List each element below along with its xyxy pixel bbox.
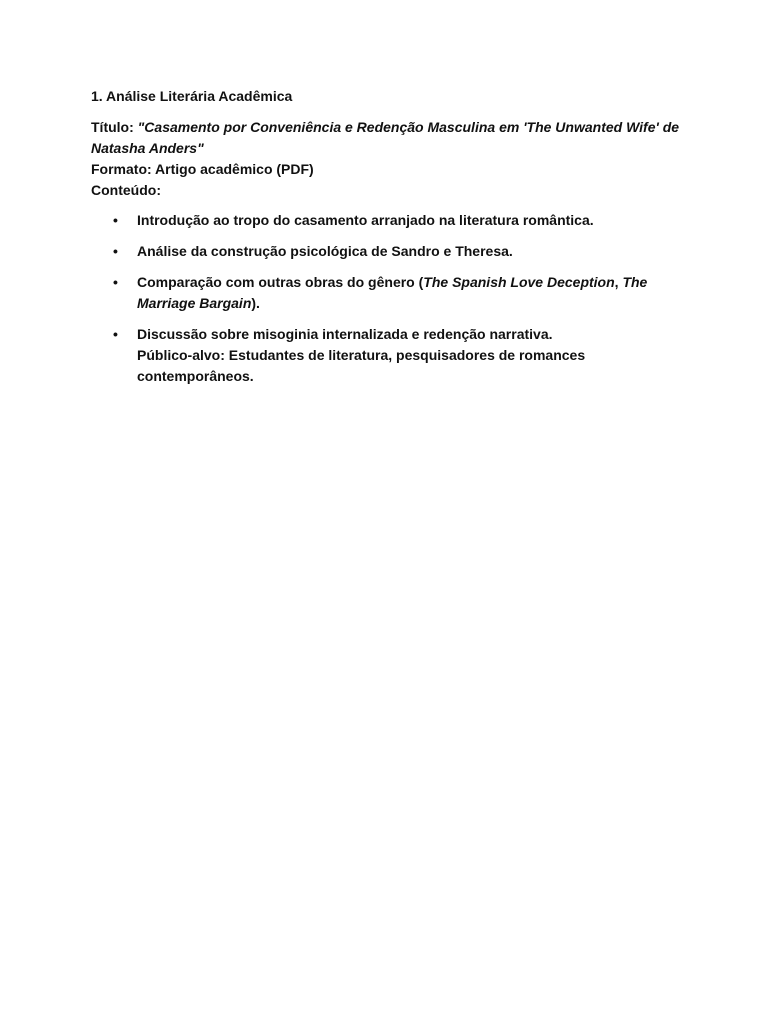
comparison-suffix: ). <box>251 295 260 311</box>
document-meta <box>91 117 681 201</box>
bullet-icon: • <box>113 326 118 342</box>
list-item-text: Análise da construção psicológica de Sandro e Theresa. <box>137 243 513 259</box>
list-item <box>91 241 681 262</box>
work-title-2: The Marriage Bargain <box>137 274 648 311</box>
list-item <box>91 272 681 314</box>
format-line: Formato: Artigo acadêmico (PDF) <box>91 161 314 177</box>
list-item <box>91 210 681 231</box>
work-title-1: The Spanish Love Deception <box>423 274 615 290</box>
title-label: Título: <box>91 119 138 135</box>
title-value: "Casamento por Conveniência e Redenção Masculina em 'The Unwanted Wife' de Natasha Anders" <box>91 119 680 156</box>
content-label: Conteúdo: <box>91 182 161 198</box>
comparison-separator: , <box>614 274 623 290</box>
content-list <box>91 210 681 387</box>
list-item-text <box>137 274 647 311</box>
section-heading: 1. Análise Literária Acadêmica <box>91 88 293 104</box>
comparison-prefix: Comparação com outras obras do gênero ( <box>137 274 424 290</box>
list-item <box>91 324 681 387</box>
list-item-text: Introdução ao tropo do casamento arranjado na literatura romântica. <box>137 212 594 228</box>
title-line <box>91 117 681 159</box>
document-page <box>91 86 681 397</box>
bullet-icon: • <box>113 212 118 228</box>
bullet-icon: • <box>113 274 118 290</box>
list-item-text: Discussão sobre misoginia internalizada e redenção narrativa. <box>137 326 553 342</box>
bullet-icon: • <box>113 243 118 259</box>
audience-text: Público-alvo: Estudantes de literatura, pesquisadores de romances contemporâneos. <box>137 347 586 384</box>
